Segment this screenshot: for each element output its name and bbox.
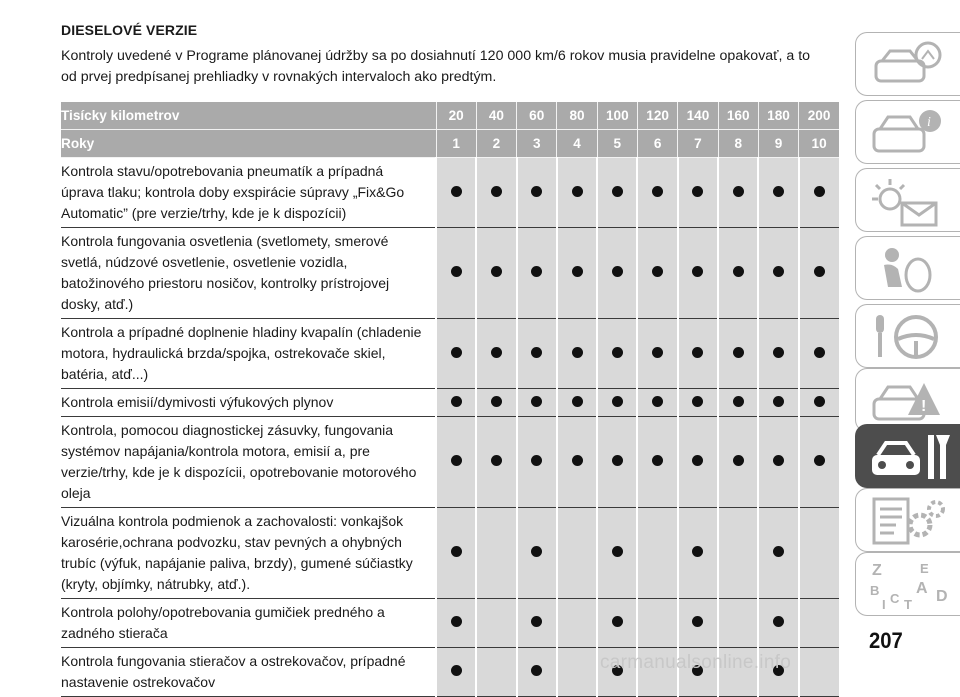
index-letter: C: [890, 591, 900, 606]
interval-cell: [476, 389, 516, 417]
interval-cell: [517, 228, 557, 319]
interval-cell: [678, 228, 718, 319]
km-header-cell: 80: [557, 102, 597, 130]
required-check-dot: [572, 396, 583, 407]
required-check-dot: [733, 186, 744, 197]
check-description: Kontrola stavu/opotrebovania pneumatík a prípadná úprava tlaku; kontrola doby exspirácie súpravy „Fix&Go Automatic” (pre verzie/trhy, kde je k dispozícii): [61, 158, 436, 228]
km-header-cell: 20: [436, 102, 476, 130]
km-header-label: Tisícky kilometrov: [61, 102, 436, 130]
required-check-dot: [773, 266, 784, 277]
interval-cell: [557, 389, 597, 417]
km-header-cell: 40: [476, 102, 516, 130]
interval-cell: [637, 417, 677, 508]
interval-cell: [678, 158, 718, 228]
km-header-cell: 120: [637, 102, 677, 130]
km-header-cell: 60: [517, 102, 557, 130]
interval-cell: [799, 648, 839, 697]
km-header-row: [61, 102, 839, 130]
interval-cell: [557, 508, 597, 599]
interval-cell: [557, 158, 597, 228]
required-check-dot: [451, 396, 462, 407]
interval-cell: [597, 158, 637, 228]
required-check-dot: [572, 347, 583, 358]
required-check-dot: [612, 266, 623, 277]
interval-cell: [597, 417, 637, 508]
interval-cell: [799, 158, 839, 228]
required-check-dot: [692, 347, 703, 358]
required-check-dot: [773, 546, 784, 557]
interval-cell: [637, 319, 677, 389]
interval-cell: [678, 508, 718, 599]
interval-cell: [436, 508, 476, 599]
required-check-dot: [531, 266, 542, 277]
interval-cell: [758, 319, 798, 389]
check-description: Kontrola a prípadné doplnenie hladiny kvapalín (chladenie motora, hydraulická brzda/spojka, ostrekovače skiel, batéria, atď...): [61, 319, 436, 389]
required-check-dot: [773, 347, 784, 358]
required-check-dot: [531, 665, 542, 676]
years-header-cell: 5: [597, 130, 637, 158]
interval-cell: [436, 228, 476, 319]
interval-cell: [678, 319, 718, 389]
key-steering-wheel-icon: [866, 311, 954, 363]
interval-cell: [517, 389, 557, 417]
interval-cell: [637, 389, 677, 417]
required-check-dot: [612, 616, 623, 627]
index-letter: I: [882, 597, 886, 611]
interval-cell: [758, 599, 798, 648]
years-header-cell: 2: [476, 130, 516, 158]
interval-cell: [799, 319, 839, 389]
required-check-dot: [531, 347, 542, 358]
required-check-dot: [451, 665, 462, 676]
required-check-dot: [572, 186, 583, 197]
interval-cell: [758, 508, 798, 599]
required-check-dot: [572, 266, 583, 277]
required-check-dot: [773, 616, 784, 627]
interval-cell: [476, 599, 516, 648]
chapter-tab-car-info[interactable]: [855, 100, 960, 164]
check-description: Kontrola polohy/opotrebovania gumičiek predného a zadného stierača: [61, 599, 436, 648]
years-header-cell: 6: [637, 130, 677, 158]
check-description: Vizuálna kontrola podmienok a zachovalosti: vonkajšok karosérie,ochrana podvozku, stav pevných a ohybných trubíc (výfuk, napájanie paliva, brzdy), gumené súčiastky (kryty, objímky, nátrubky, atď.).: [61, 508, 436, 599]
interval-cell: [637, 599, 677, 648]
years-header-row: [61, 130, 839, 158]
interval-cell: [718, 319, 758, 389]
warning-light-icon: [866, 175, 954, 227]
km-header-cell: 140: [678, 102, 718, 130]
interval-cell: [799, 508, 839, 599]
section-title: DIESELOVÉ VERZIE: [61, 22, 198, 38]
car-info-icon: [866, 107, 954, 159]
interval-cell: [758, 389, 798, 417]
interval-cell: [718, 508, 758, 599]
interval-cell: [637, 158, 677, 228]
years-header-cell: 3: [517, 130, 557, 158]
years-header-cell: 1: [436, 130, 476, 158]
interval-cell: [557, 648, 597, 697]
alphabetical-index-icon: [866, 559, 954, 611]
required-check-dot: [491, 186, 502, 197]
chapter-tab-airbag-passenger[interactable]: [855, 236, 960, 300]
required-check-dot: [531, 546, 542, 557]
check-description: Kontrola fungovania osvetlenia (svetlomety, smerové svetlá, núdzové osvetlenie, osvetlenie vozidla, batožinového priestoru nosičov, kontrolky prístrojovej dosky, atď.): [61, 228, 436, 319]
chapter-tab-car-dashboard[interactable]: [855, 32, 960, 96]
car-dashboard-icon: [866, 39, 954, 91]
years-header-cell: 4: [557, 130, 597, 158]
interval-cell: [476, 228, 516, 319]
interval-cell: [718, 158, 758, 228]
check-description: Kontrola emisií/dymivosti výfukových plynov: [61, 389, 436, 417]
interval-cell: [517, 417, 557, 508]
interval-cell: [436, 389, 476, 417]
required-check-dot: [451, 266, 462, 277]
required-check-dot: [692, 546, 703, 557]
required-check-dot: [612, 546, 623, 557]
interval-cell: [436, 648, 476, 697]
interval-cell: [436, 599, 476, 648]
interval-cell: [476, 158, 516, 228]
required-check-dot: [814, 396, 825, 407]
required-check-dot: [451, 546, 462, 557]
interval-cell: [597, 389, 637, 417]
years-header-cell: 8: [718, 130, 758, 158]
required-check-dot: [612, 455, 623, 466]
required-check-dot: [652, 396, 663, 407]
car-service-wrench-icon: [866, 431, 954, 483]
table-row: [61, 228, 839, 319]
required-check-dot: [612, 186, 623, 197]
interval-cell: [557, 319, 597, 389]
interval-cell: [718, 417, 758, 508]
required-check-dot: [773, 455, 784, 466]
table-row: [61, 158, 839, 228]
interval-cell: [799, 228, 839, 319]
interval-cell: [597, 508, 637, 599]
watermark: carmanualsonline.info: [600, 652, 792, 673]
interval-cell: [436, 158, 476, 228]
required-check-dot: [814, 455, 825, 466]
required-check-dot: [773, 186, 784, 197]
index-letter: E: [920, 561, 929, 576]
required-check-dot: [814, 347, 825, 358]
index-letter: Z: [872, 562, 882, 579]
required-check-dot: [692, 186, 703, 197]
interval-cell: [637, 508, 677, 599]
required-check-dot: [652, 186, 663, 197]
index-letter: A: [916, 580, 928, 597]
interval-cell: [678, 417, 718, 508]
interval-cell: [476, 319, 516, 389]
required-check-dot: [733, 266, 744, 277]
chapter-tab-car-breakdown[interactable]: [855, 368, 960, 432]
interval-cell: [678, 599, 718, 648]
interval-cell: [758, 417, 798, 508]
required-check-dot: [652, 266, 663, 277]
chapter-tab-warning-light[interactable]: [855, 168, 960, 232]
maintenance-schedule-table: [61, 102, 839, 697]
index-letter: D: [936, 588, 948, 605]
required-check-dot: [451, 616, 462, 627]
interval-cell: [436, 319, 476, 389]
interval-cell: [718, 228, 758, 319]
check-description: Kontrola, pomocou diagnostickej zásuvky, fungovania systémov napájania/kontrola motora, emisií a, pre verzie/trhy, kde je k dispozícii, opotrebovanie motorového oleja: [61, 417, 436, 508]
required-check-dot: [572, 455, 583, 466]
interval-cell: [637, 228, 677, 319]
required-check-dot: [491, 396, 502, 407]
required-check-dot: [451, 455, 462, 466]
index-letter: T: [904, 597, 912, 611]
technical-data-gear-icon: [866, 495, 954, 547]
car-breakdown-icon: [866, 375, 954, 427]
interval-cell: [517, 508, 557, 599]
required-check-dot: [814, 186, 825, 197]
required-check-dot: [652, 455, 663, 466]
required-check-dot: [652, 347, 663, 358]
table-row: [61, 417, 839, 508]
table-row: [61, 508, 839, 599]
chapter-tab-alphabetical-index[interactable]: [855, 552, 960, 616]
required-check-dot: [733, 455, 744, 466]
svg-text:i: i: [927, 115, 931, 130]
km-header-cell: 180: [758, 102, 798, 130]
km-header-cell: 200: [799, 102, 839, 130]
interval-cell: [517, 319, 557, 389]
required-check-dot: [531, 455, 542, 466]
page-number: 207: [869, 628, 903, 653]
interval-cell: [718, 599, 758, 648]
interval-cell: [597, 319, 637, 389]
chapter-tab-key-steering-wheel[interactable]: [855, 304, 960, 368]
years-header-cell: 10: [799, 130, 839, 158]
interval-cell: [436, 417, 476, 508]
interval-cell: [799, 599, 839, 648]
airbag-passenger-icon: [866, 243, 954, 295]
required-check-dot: [733, 347, 744, 358]
required-check-dot: [491, 455, 502, 466]
check-description: Kontrola fungovania stieračov a ostrekovačov, prípadné nastavenie ostrekovačov: [61, 648, 436, 697]
table-row: [61, 389, 839, 417]
required-check-dot: [612, 396, 623, 407]
table-row: [61, 319, 839, 389]
required-check-dot: [814, 266, 825, 277]
interval-cell: [517, 648, 557, 697]
interval-cell: [799, 389, 839, 417]
km-header-cell: 100: [597, 102, 637, 130]
table-row: [61, 599, 839, 648]
required-check-dot: [531, 186, 542, 197]
required-check-dot: [612, 347, 623, 358]
index-letter: B: [870, 583, 880, 598]
required-check-dot: [491, 347, 502, 358]
required-check-dot: [531, 616, 542, 627]
required-check-dot: [531, 396, 542, 407]
required-check-dot: [451, 186, 462, 197]
interval-cell: [476, 508, 516, 599]
chapter-tab-technical-data-gear[interactable]: [855, 488, 960, 552]
years-header-label: Roky: [61, 130, 436, 158]
required-check-dot: [733, 396, 744, 407]
chapter-tab-car-service-wrench[interactable]: [855, 424, 960, 488]
years-header-cell: 9: [758, 130, 798, 158]
svg-text:!: !: [921, 398, 927, 415]
interval-cell: [718, 389, 758, 417]
required-check-dot: [692, 396, 703, 407]
interval-cell: [557, 417, 597, 508]
interval-cell: [678, 389, 718, 417]
interval-cell: [476, 417, 516, 508]
required-check-dot: [491, 266, 502, 277]
required-check-dot: [692, 616, 703, 627]
interval-cell: [557, 599, 597, 648]
interval-cell: [758, 228, 798, 319]
interval-cell: [597, 599, 637, 648]
required-check-dot: [692, 266, 703, 277]
interval-cell: [799, 417, 839, 508]
interval-cell: [517, 158, 557, 228]
interval-cell: [758, 158, 798, 228]
interval-cell: [517, 599, 557, 648]
interval-cell: [597, 228, 637, 319]
interval-cell: [557, 228, 597, 319]
section-intro: Kontroly uvedené v Programe plánovanej údržby sa po dosiahnutí 120 000 km/6 rokov musia pravidelne opakovať, a to od prvej predpísanej prehliadky v rovnakých intervaloch ako predtým.: [61, 48, 811, 85]
required-check-dot: [692, 455, 703, 466]
km-header-cell: 160: [718, 102, 758, 130]
years-header-cell: 7: [678, 130, 718, 158]
required-check-dot: [451, 347, 462, 358]
interval-cell: [476, 648, 516, 697]
required-check-dot: [773, 396, 784, 407]
